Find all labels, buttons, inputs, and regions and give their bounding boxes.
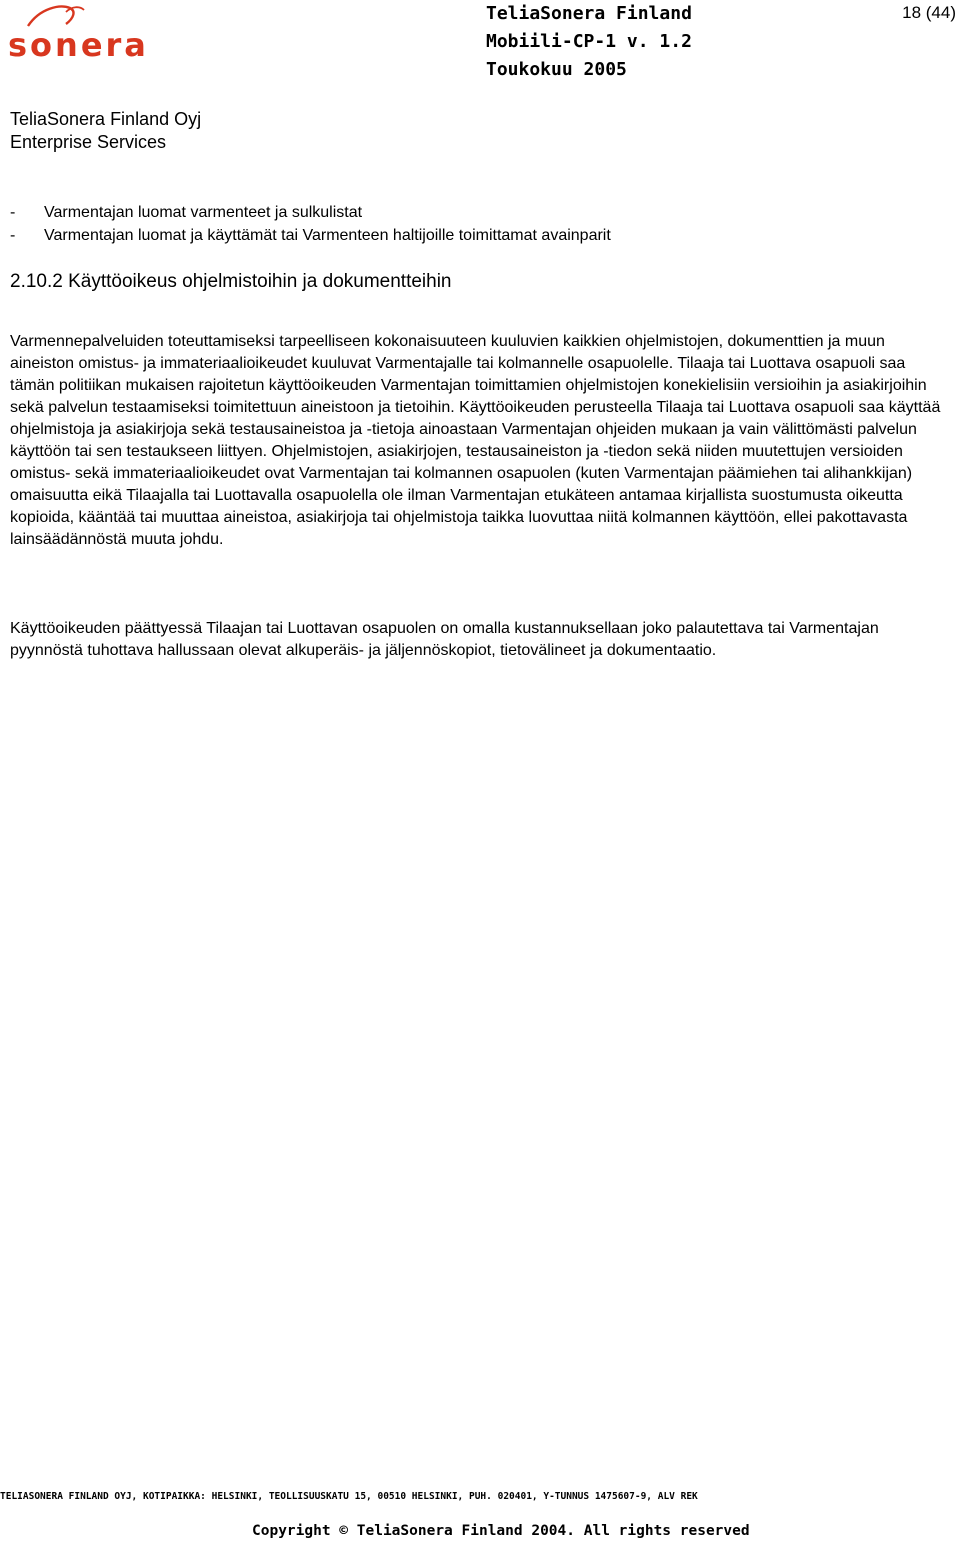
page-number: 18 (44)	[902, 3, 956, 22]
logo-swoosh-icon	[26, 2, 86, 28]
document-date: Toukokuu 2005	[486, 59, 627, 80]
body-paragraph: Käyttöoikeuden päättyessä Tilaajan tai Luottavan osapuolen on omalla kustannuksellaan joko palautettava tai Varmentajan pyynnöstä tuhottava hallussaan olevat alkuperäis- ja jäljennöskopiot, tietovälineet ja dokumentaatio.	[10, 620, 879, 659]
footer-copyright: Copyright © TeliaSonera Finland 2004. All rights reserved	[252, 1523, 750, 1539]
company-unit: Enterprise Services	[10, 132, 167, 152]
document-name: Mobiili-CP-1 v. 1.2	[486, 31, 692, 52]
list-bullet: -	[10, 204, 16, 221]
company-name: TeliaSonera Finland Oyj	[10, 109, 202, 129]
document-organization: TeliaSonera Finland	[486, 3, 692, 24]
body-paragraph: Varmennepalveluiden toteuttamiseksi tarpeelliseen kokonaisuuteen kuuluvien kaikkien ohjelmistojen, dokumenttien ja muun aineiston omistus- ja immateriaalioikeudet kuuluvat Varmentajalle tai kolmannelle osapuolelle. Tilaaja tai Luottava osapuoli saa tämän politiikan mukaisen rajoitetun käyttöoikeuden Varmentajan toimittamien ohjelmistojen konekielisiin versioihin ja asiakirjoihin sekä palvelun testaamiseksi toimitettuun aineistoon ja tietoihin. Käyttöoikeuden perusteella Tilaaja tai Luottava osapuoli saa käyttää ohjelmistoja ja asiakirjoja sekä testausaineistoa ja -tietoja ainoastaan Varmentajan ohjeiden mukaan ja vain välittömästi palvelun käyttöön tai sen testaukseen liittyen. Ohjelmistojen, asiakirjojen, testausaineiston ja -tiedon sekä niiden muutettujen versioiden omistus- sekä immateriaalioikeudet ovat Varmentajan tai kolmannen osapuolen (kuten Varmentajan päämiehen tai alihankkijan) omaisuutta eikä Tilaajalla tai Luottavalla osapuolella ole ilman Varmentajan etukäteen antamaa kirjallista suostumusta oikeutta kopioida, kääntää tai muuttaa aineistoa, asiakirjoja tai ohjelmistoja taikka luovuttaa niitä kolmannen käyttöön, ellei pakottavasta lainsäädännöstä muuta johdu.	[10, 333, 941, 548]
logo-wordmark: sonera	[8, 26, 149, 64]
footer-address: TELIASONERA FINLAND OYJ, KOTIPAIKKA: HELSINKI, TEOLLISUUSKATU 15, 00510 HELSINKI, PUH. 020401, Y-TUNNUS 1475607-9, ALV REK	[0, 1491, 698, 1502]
sonera-logo	[8, 2, 158, 62]
section-heading: 2.10.2 Käyttöoikeus ohjelmistoihin ja dokumentteihin	[10, 271, 452, 292]
list-item-text: Varmentajan luomat ja käyttämät tai Varmenteen haltijoille toimittamat avainparit	[44, 227, 611, 244]
list-bullet: -	[10, 227, 16, 244]
list-item-text: Varmentajan luomat varmenteet ja sulkulistat	[44, 204, 363, 221]
